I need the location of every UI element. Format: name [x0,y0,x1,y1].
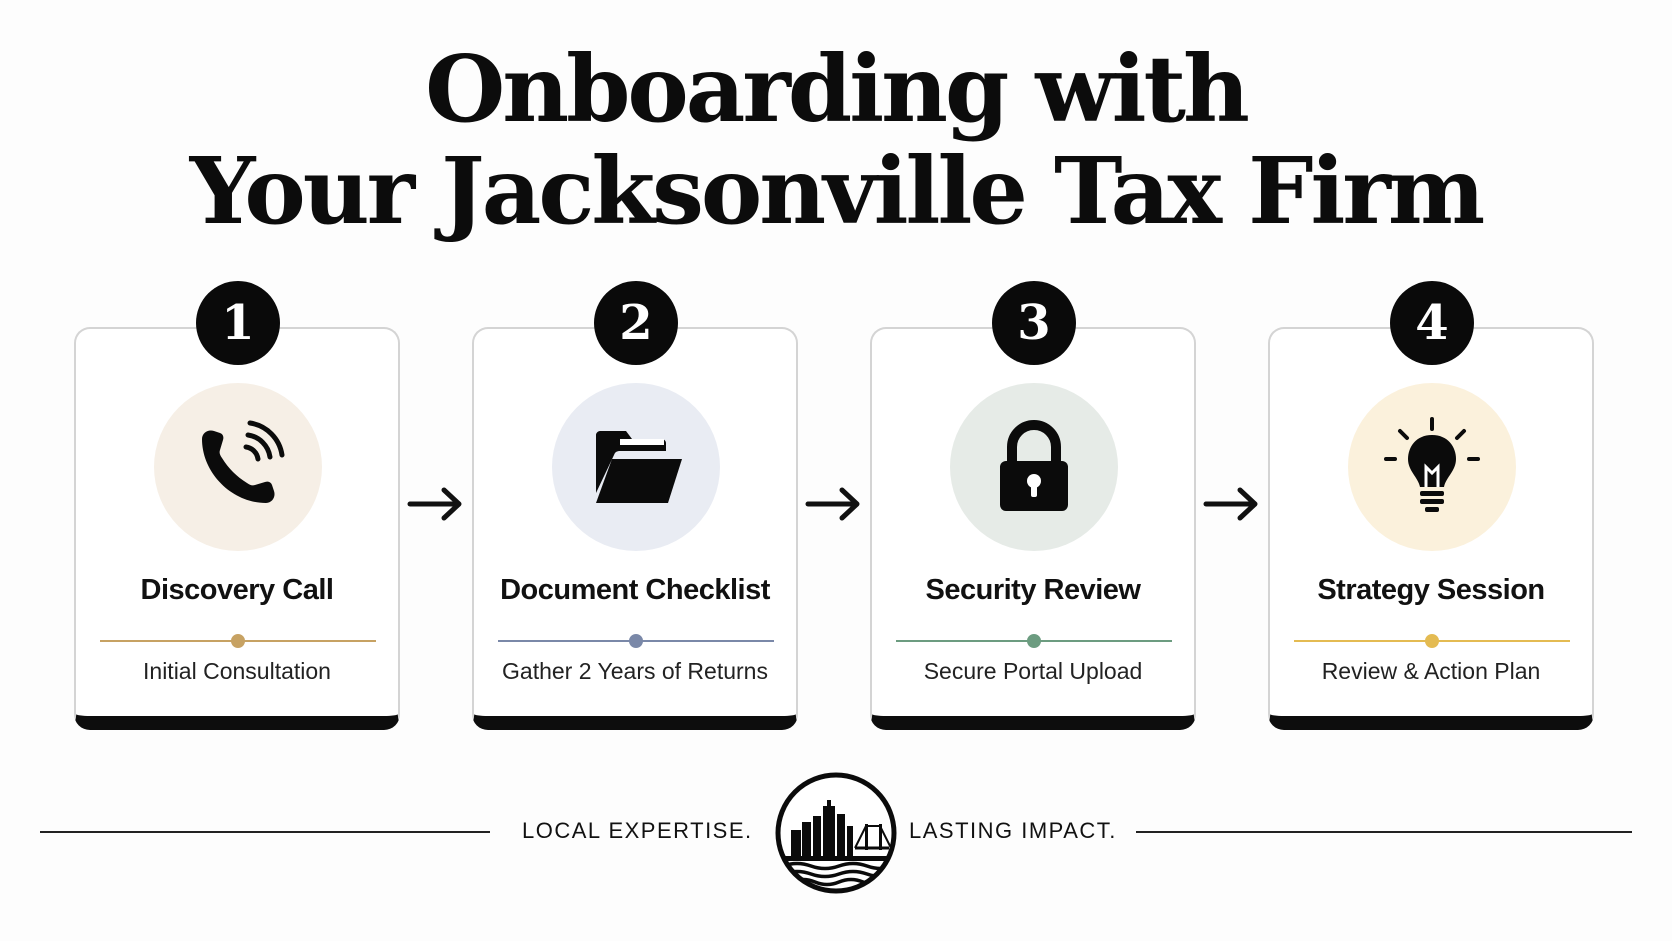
step-subtitle: Secure Portal Upload [923,658,1143,684]
icon-circle-1 [154,383,322,551]
step-title: Strategy Session [1317,574,1545,606]
step-number-badge: 4 [1390,281,1474,365]
step-subtitle: Gather 2 Years of Returns [502,658,768,684]
step-card-1 [74,327,400,730]
step-number-badge: 1 [196,281,280,365]
icon-circle-2 [552,383,720,551]
phone-icon [188,417,288,517]
title-line-1: Onboarding with [425,35,1247,143]
step-divider [100,634,376,648]
divider-dot [629,634,643,648]
icon-circle-3 [950,383,1118,551]
arrow-right-icon [804,484,864,524]
step-card-2 [472,327,798,730]
title-line-2: Your Jacksonville Tax Firm [189,137,1483,245]
arrow-right-icon [1202,484,1262,524]
step-divider [896,634,1172,648]
step-divider [498,634,774,648]
step-card-4 [1268,327,1594,730]
footer-tagline-left: LOCAL EXPERTISE. [522,818,753,843]
step-card-3 [870,327,1196,730]
step-title: Discovery Call [140,574,334,606]
step-number-badge: 2 [594,281,678,365]
arrow-right-icon [406,484,466,524]
folder-icon [586,417,686,517]
footer-tagline-right: LASTING IMPACT. [909,818,1117,843]
lock-icon [984,417,1084,517]
footer-rule-right [1136,831,1632,833]
divider-dot [231,634,245,648]
step-title: Security Review [925,574,1141,606]
step-number-badge: 3 [992,281,1076,365]
step-subtitle: Review & Action Plan [1321,658,1541,684]
step-title: Document Checklist [500,574,770,606]
icon-circle-4 [1348,383,1516,551]
footer-rule-left [40,831,490,833]
divider-dot [1425,634,1439,648]
step-divider [1294,634,1570,648]
divider-dot [1027,634,1041,648]
jacksonville-skyline-emblem [773,770,899,896]
page-title [0,35,1672,245]
lightbulb-icon [1382,417,1482,517]
step-subtitle: Initial Consultation [143,658,331,684]
